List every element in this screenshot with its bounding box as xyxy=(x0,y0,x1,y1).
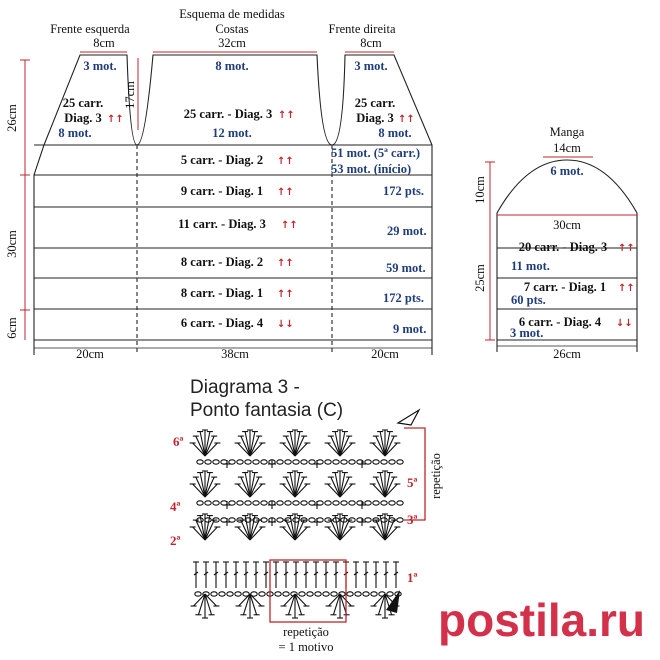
chain-stitch xyxy=(251,592,257,596)
repeat-bottom-label: repetição xyxy=(283,625,329,639)
back-top-stitches: 8 mot. xyxy=(215,59,249,73)
chain-stitch xyxy=(331,592,337,596)
row-number-4: 4ª xyxy=(170,499,181,514)
chain-stitch xyxy=(213,460,219,464)
chain-stitch xyxy=(275,592,281,596)
stitch-fan-line xyxy=(340,520,349,540)
left-front-arrows: ↑↑ xyxy=(107,114,124,125)
left-front-width: 8cm xyxy=(93,36,115,50)
stitch-fan-line xyxy=(376,477,385,497)
chain-stitch xyxy=(315,592,321,596)
diagram-title-line1: Diagrama 3 - xyxy=(190,377,300,398)
body-row-6-note: 9 mot. xyxy=(393,322,427,336)
chain-stitch xyxy=(333,501,339,505)
chain-stitch xyxy=(195,592,201,596)
chain-stitch xyxy=(245,460,251,464)
stitch-fan-line xyxy=(286,477,295,497)
left-front-base-stitches: 8 mot. xyxy=(58,126,92,140)
body-row-3-label: 11 carr. - Diag. 3 xyxy=(178,217,266,231)
sleeve-row-2-label: 7 carr. - Diag. 1 xyxy=(523,280,607,294)
sleeve-row-1-arrows: ↑↑ xyxy=(618,243,635,254)
stitch-fan-line xyxy=(196,520,205,540)
sleeve-row-1-note: 11 mot. xyxy=(511,259,550,273)
sleeve-row-3-arrows: ↓↓ xyxy=(616,318,633,329)
row-number-2: 2ª xyxy=(170,533,181,548)
body-row-1-label: 5 carr. - Diag. 2 xyxy=(180,153,264,167)
right-front-title: Frente direita xyxy=(328,22,396,36)
stitch-fan-line xyxy=(241,477,250,497)
chain-stitch xyxy=(277,501,283,505)
bottom-right-width: 20cm xyxy=(371,347,399,361)
bottom-center-width: 38cm xyxy=(221,347,249,361)
stitch-fan-line xyxy=(196,436,205,456)
chain-stitch xyxy=(277,460,283,464)
chain-stitch xyxy=(349,501,355,505)
stitch-fan-line xyxy=(295,436,304,456)
stitch-fan-line xyxy=(385,477,394,497)
low-height: 6cm xyxy=(5,317,19,339)
chain-stitch xyxy=(371,592,377,596)
armhole-height: 17cm xyxy=(123,81,137,109)
stitch-fan-line xyxy=(385,436,394,456)
chain-stitch xyxy=(387,592,393,596)
back-shaping: 25 carr. - Diag. 3 xyxy=(183,107,273,121)
body-row-5-label: 8 carr. - Diag. 1 xyxy=(180,286,264,300)
stitch-fan-line xyxy=(196,477,205,497)
sleeve-row-3-note: 3 mot. xyxy=(510,326,544,340)
chain-stitch xyxy=(197,460,203,464)
chain-stitch xyxy=(379,592,385,596)
bottom-left-width: 20cm xyxy=(76,347,104,361)
stitch-fan-line xyxy=(331,436,340,456)
body-row-3-note: 29 mot. xyxy=(387,224,427,238)
chain-stitch xyxy=(397,460,403,464)
sleeve-row-3-label: 6 carr. - Diag. 4 xyxy=(518,315,602,329)
chain-stitch xyxy=(307,592,313,596)
stitch-fan-line xyxy=(250,520,259,540)
chain-stitch xyxy=(301,501,307,505)
chain-stitch xyxy=(381,518,387,522)
body-row-5-arrows: ↑↑ xyxy=(277,289,294,300)
chain-stitch xyxy=(261,460,267,464)
repeat-bracket-side xyxy=(404,428,425,520)
chain-stitch xyxy=(349,460,355,464)
stitch-fan-line xyxy=(376,436,385,456)
stitch-fan-line xyxy=(331,520,340,540)
stitch-fan-line xyxy=(340,436,349,456)
sleeve-title: Manga xyxy=(549,125,585,139)
stitch-fan-line xyxy=(205,477,214,497)
back-base-stitches: 12 mot. xyxy=(212,126,252,140)
chain-stitch xyxy=(397,518,403,522)
schema-title: Esquema de medidas xyxy=(179,7,285,21)
diagram-title-line2: Ponto fantasia (C) xyxy=(190,400,344,421)
repeat-bottom-label-2: = 1 motivo xyxy=(278,640,334,654)
chain-stitch xyxy=(237,501,243,505)
chain-stitch xyxy=(363,592,369,596)
sleeve-top-stitches: 6 mot. xyxy=(550,164,584,178)
back-arrows: ↑↑ xyxy=(278,110,295,121)
chain-stitch xyxy=(347,592,353,596)
stitch-fan-line xyxy=(286,520,295,540)
left-front-shaping-diag: Diag. 3 xyxy=(64,111,102,125)
body-row-2-note: 172 pts. xyxy=(383,184,424,198)
chain-stitch xyxy=(373,460,379,464)
chain-stitch xyxy=(245,501,251,505)
chain-stitch xyxy=(219,592,225,596)
chain-stitch xyxy=(213,501,219,505)
sleeve-row-1-label: 20 carr. - Diag. 3 xyxy=(518,240,608,254)
stitch-fan-line xyxy=(295,520,304,540)
stitch-chart xyxy=(190,430,404,618)
chain-stitch xyxy=(253,460,259,464)
stitch-fan-line xyxy=(376,520,385,540)
body-row-4-label: 8 carr. - Diag. 2 xyxy=(180,255,264,269)
row-number-1: 1ª xyxy=(407,570,418,585)
chain-stitch xyxy=(293,460,299,464)
chain-stitch xyxy=(341,460,347,464)
right-front-base-stitches: 8 mot. xyxy=(378,126,412,140)
right-front-top-stitches: 3 mot. xyxy=(354,59,388,73)
chain-stitch xyxy=(355,592,361,596)
chain-stitch xyxy=(277,518,283,522)
chain-stitch xyxy=(333,460,339,464)
left-front-top-stitches: 3 mot. xyxy=(83,59,117,73)
start-arrow-top-icon xyxy=(398,410,419,425)
chain-stitch xyxy=(389,460,395,464)
repeat-side-label: repetição xyxy=(429,453,443,499)
chain-stitch xyxy=(259,592,265,596)
chain-stitch xyxy=(323,592,329,596)
chain-stitch xyxy=(211,592,217,596)
chain-stitch xyxy=(341,501,347,505)
right-front-arrows: ↑↑ xyxy=(398,114,415,125)
chain-stitch xyxy=(299,592,305,596)
left-front-title: Frente esquerda xyxy=(50,22,130,36)
sleeve-cap-height: 10cm xyxy=(473,176,487,204)
back-title: Costas xyxy=(215,22,249,36)
chain-stitch xyxy=(373,501,379,505)
sleeve-bottom-width: 26cm xyxy=(553,347,581,361)
chain-stitch xyxy=(243,592,249,596)
chain-stitch xyxy=(235,592,241,596)
body-row-1-note1: 51 mot. (5ª carr.) xyxy=(331,146,421,160)
stitch-fan-line xyxy=(340,477,349,497)
chain-stitch xyxy=(285,460,291,464)
stitch-fan-line xyxy=(250,477,259,497)
stitch-fan-line xyxy=(241,436,250,456)
right-front-shaping-diag: Diag. 3 xyxy=(356,111,394,125)
sleeve-top-width: 14cm xyxy=(553,141,581,155)
chain-stitch xyxy=(381,460,387,464)
body-row-5-note: 172 pts. xyxy=(383,291,424,305)
chain-stitch xyxy=(325,460,331,464)
body-row-2-arrows: ↑↑ xyxy=(277,187,294,198)
body-row-4-arrows: ↑↑ xyxy=(277,258,294,269)
stitch-fan-line xyxy=(286,436,295,456)
stitch-fan-line xyxy=(241,520,250,540)
stitch-fan-line xyxy=(331,477,340,497)
right-front-shaping: 25 carr. xyxy=(354,96,396,110)
watermark xyxy=(438,594,645,646)
stitch-fan-line xyxy=(295,477,304,497)
sleeve-row-2-note: 60 pts. xyxy=(511,293,546,307)
body-row-6-arrows: ↓↓ xyxy=(277,319,294,330)
chain-stitch xyxy=(285,501,291,505)
chain-stitch xyxy=(205,501,211,505)
body-row-1-note2: 53 mot. (início) xyxy=(331,162,412,176)
stitch-fan-line xyxy=(250,436,259,456)
chain-stitch xyxy=(301,460,307,464)
chain-stitch xyxy=(325,501,331,505)
chain-stitch xyxy=(253,501,259,505)
chain-stitch xyxy=(397,501,403,505)
chain-stitch xyxy=(227,592,233,596)
chain-stitch xyxy=(237,460,243,464)
back-width: 32cm xyxy=(218,36,246,50)
left-front-shaping: 25 carr. xyxy=(62,96,104,110)
chain-stitch xyxy=(205,460,211,464)
body-row-4-note: 59 mot. xyxy=(386,261,426,275)
left-height: 26cm xyxy=(5,104,19,132)
right-front-width: 8cm xyxy=(360,36,382,50)
chain-stitch xyxy=(293,518,299,522)
row-number-6: 6ª xyxy=(173,434,184,449)
chain-stitch xyxy=(381,501,387,505)
chain-stitch xyxy=(261,501,267,505)
body-row-6-label: 6 carr. - Diag. 4 xyxy=(180,316,264,330)
sleeve-body-height: 25cm xyxy=(473,264,487,292)
row-number-3: 3ª xyxy=(407,512,418,527)
stitch-fan-line xyxy=(385,520,394,540)
chain-stitch xyxy=(205,518,211,522)
body-row-3-arrows: ↑↑ xyxy=(281,220,298,231)
watermark-text: postila.ru xyxy=(438,594,646,646)
chain-stitch xyxy=(283,592,289,596)
stitch-fan-line xyxy=(205,520,214,540)
body-row-1-arrows: ↑↑ xyxy=(277,156,294,167)
body-row-2-label: 9 carr. - Diag. 1 xyxy=(180,184,264,198)
sleeve-cap-width: 30cm xyxy=(553,218,581,232)
stitch-fan-line xyxy=(205,436,214,456)
chain-stitch xyxy=(293,501,299,505)
sleeve-row-2-arrows: ↑↑ xyxy=(618,283,635,294)
mid-height: 30cm xyxy=(5,230,19,258)
row-number-5: 5ª xyxy=(407,475,418,490)
chain-stitch xyxy=(389,501,395,505)
chain-stitch xyxy=(197,501,203,505)
